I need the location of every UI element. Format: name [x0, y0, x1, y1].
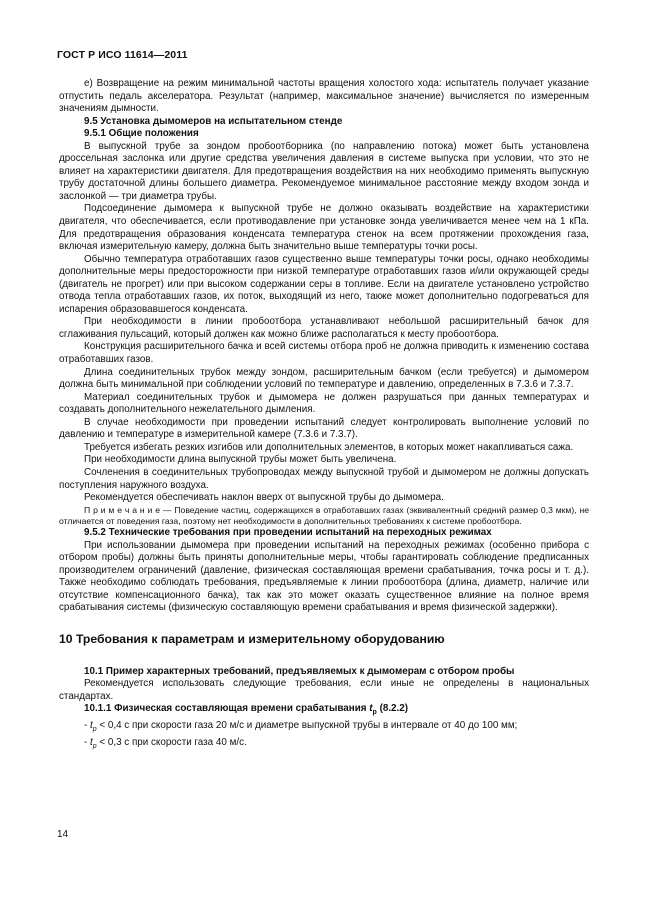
paragraph: Конструкция расширительного бачка и всей системы отбора проб не должна приводить к изменению состава отработавших газов.: [59, 341, 589, 366]
heading-10-1: 10.1 Пример характерных требований, предъявляемых к дымомерам с отбором пробы: [84, 665, 515, 677]
paragraph: Рекомендуется использовать следующие требования, если иные не определены в национальных стандартах.: [59, 678, 589, 702]
list-item: - $t_p < 0,4$ с при скорости газа 20 м/с и диаметре выпускной трубы в интервале от 40 до 100 мм;: [84, 719, 518, 733]
symbol-t: t: [369, 703, 373, 715]
note: [59, 505, 589, 527]
page-number: 14: [57, 829, 69, 840]
paragraph: Рекомендуется обеспечивать наклон вверх от выпускной трубы до дымомера.: [84, 492, 444, 504]
paragraph-e: е) Возвращение на режим минимальной частоты вращения холостого хода: испытатель получает указание отпустить педаль акселератора. Результат (например, максимальное значение) вычисляется по измеренным значениям дымности.: [59, 78, 589, 115]
heading-9-5-1: 9.5.1 Общие положения: [84, 128, 199, 140]
standard-header: ГОСТ Р ИСО 11614—2011: [57, 49, 188, 61]
paragraph: Материал соединительных трубок и дымомера не должен разрушаться при данных температурах и создавать дополнительного нежелательного дымления.: [59, 391, 589, 416]
paragraph: В случае необходимости при проведении испытаний следует контролировать выполнение условий по давлению и температуре в измерительной камере (7.3.6 и 7.3.7).: [59, 416, 589, 441]
list-item: - $t_p < 0,3$ с при скорости газа 40 м/с.: [84, 736, 247, 750]
heading-9-5: 9.5 Установка дымомеров на испытательном стенде: [84, 115, 343, 127]
symbol-subscript-p: p: [372, 709, 377, 717]
paragraph: Сочленения в соединительных трубопроводах между выпускной трубой и дымомером не должны допускать поступления наружного воздуха.: [59, 466, 589, 491]
note-label: П р и м е ч а н и е: [84, 504, 161, 515]
heading-10-1-1: 10.1.1 Физическая составляющая времени срабатывания $t_p$ (8.2.2): [84, 703, 409, 717]
paragraph: Длина соединительных трубок между зондом, расширительным бачком (если требуется) и дымомером должна быть минимальной при соблюдении условий по температуре и давлению, определенных в 7.3.6 и 7.3.7.: [59, 366, 589, 391]
paragraph: Обычно температура отработавших газов существенно выше температуры точки росы, однако необходимы дополнительные меры предосторожности при низкой температуре отработавших газов и/или окружающей среды (двигатель не прогрет) или при высоком содержании серы в топливе. Если на двигателе установлено устройство отвода тепла отработавших газов, их поток, выходящий из него, также может дополнительно подогреваться для испарения образовавшегося конденсата.: [59, 253, 589, 315]
paragraph: Подсоединение дымомера к выпускной трубе не должно оказывать воздействие на характеристики двигателя, что обеспечивается, если противодавление при установке зонда увеличивается менее чем на 1 кПа. Для предотвращения образования конденсата температура стенок на всем протяжении прохождения газа, включая измерительную камеру, должна быть значительно выше температуры точки росы.: [59, 203, 589, 253]
page-content: [59, 78, 589, 753]
heading-10: 10 Требования к параметрам и измерительному оборудованию: [59, 631, 445, 646]
heading-9-5-2: 9.5.2 Технические требования при проведении испытаний на переходных режимах: [84, 527, 492, 538]
paragraph: Требуется избегать резких изгибов или дополнительных элементов, в которых может накапливаться сажа.: [84, 441, 574, 453]
paragraph: При необходимости в линии пробоотбора устанавливают небольшой расширительный бачок для сглаживания пульсаций, который должен как можно ближе располагаться к месту пробоотбора.: [59, 316, 589, 340]
note-text: — Поведение частиц, содержащихся в отработавших газах (эквивалентный средний размер 0,3 мкм), не отличается от поведения газа, поэтому нет необходимости в дополнительных требованиях к системе пробоотбора.: [59, 504, 589, 526]
paragraph: В выпускной трубе за зондом пробоотборника (по направлению потока) может быть установлена дроссельная заслонка или другие средства увеличения давления в системе выпуска при условии, что это не влияет на характеристики двигателя. Для предотвращения воздействия на них необходимо применять выпускную трубу достаточной длины большего диаметра. Рекомендуемое минимальное расстояние между входом зонда и заслонкой — три диаметра трубы.: [59, 140, 589, 202]
paragraph: При использовании дымомера при проведении испытаний на переходных режимах (особенно прибора с отбором пробы) должны быть приняты дополнительные меры, чтобы гарантировать соблюдение предписанных производителем ограничений (давление, физическая составляющая времени срабатывания, точка росы и т. д.). Также необходимо соблюдать требования, предъявляемые к линии пробоотбора (длина, диаметр, наличие или отсутствие компенсационного бачка), так как это может оказать существенное влияние на полное время срабатывания системы (физическую составляющую времени срабатывания и время физической задержки).: [59, 539, 589, 614]
paragraph: При необходимости длина выпускной трубы может быть увеличена.: [84, 454, 397, 466]
